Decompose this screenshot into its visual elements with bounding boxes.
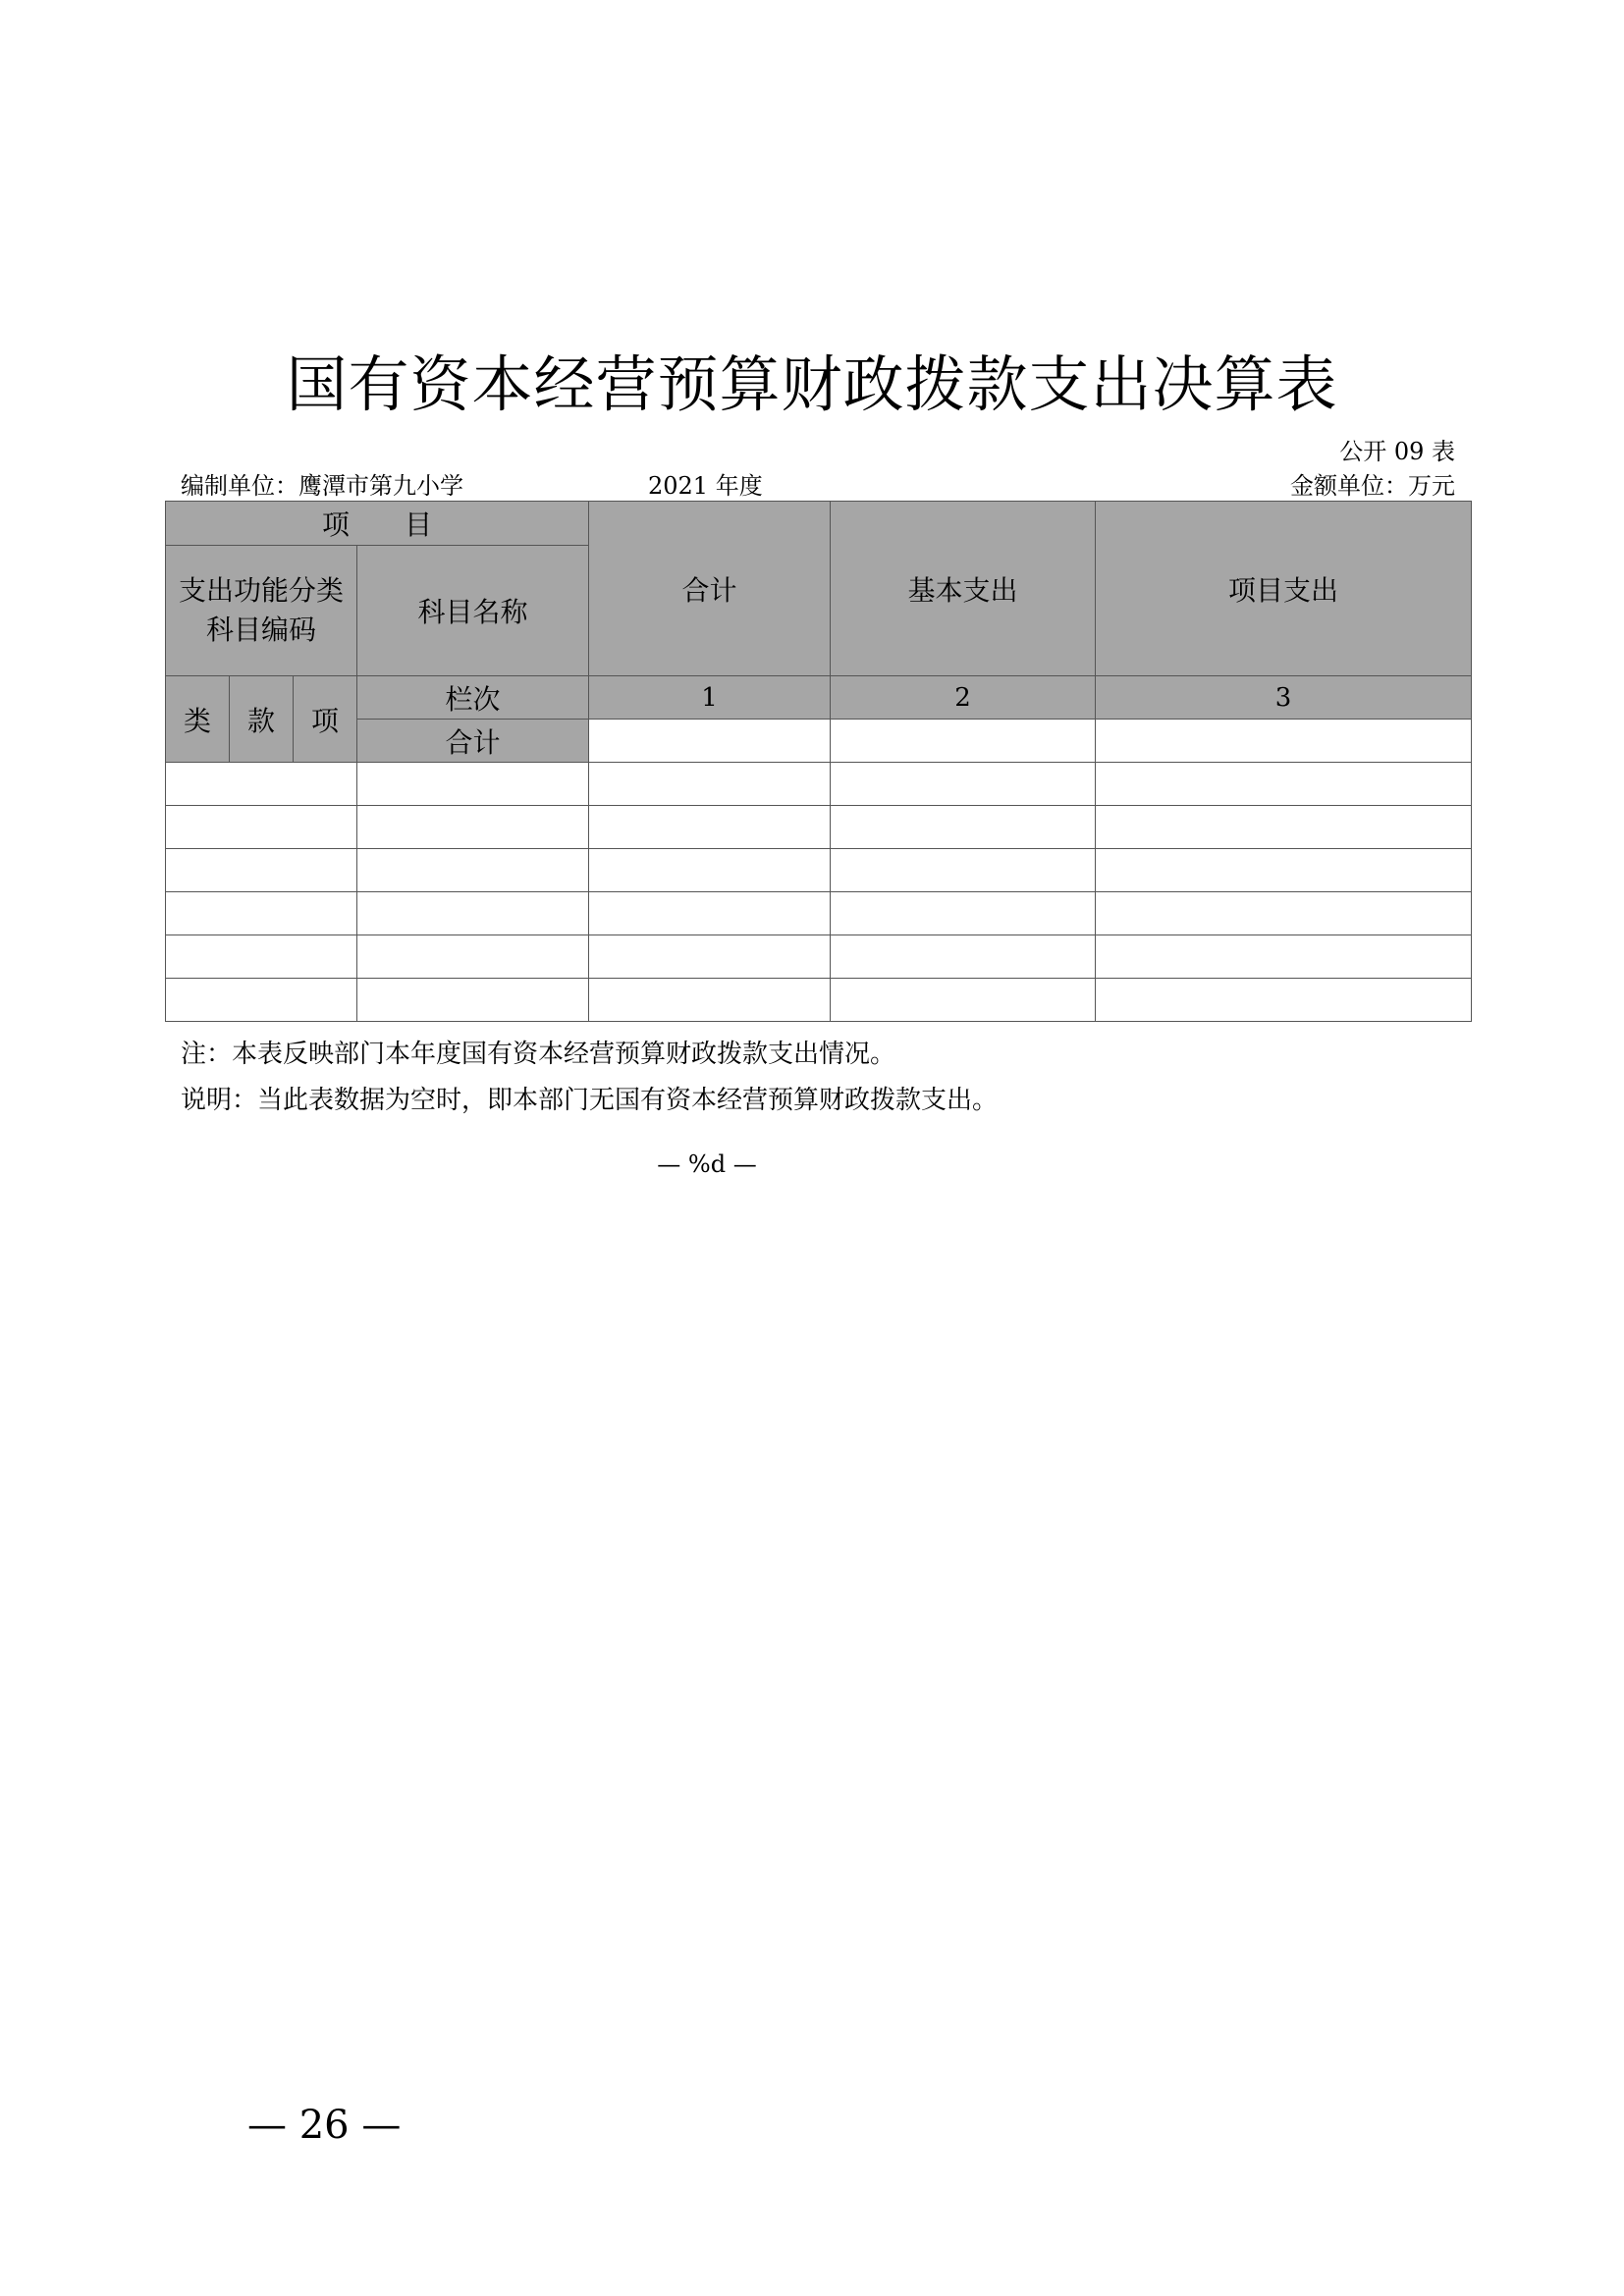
table-cell xyxy=(831,935,1096,979)
table-cell xyxy=(166,763,357,806)
column-order-label: 栏次 xyxy=(357,676,589,720)
table-cell xyxy=(831,979,1096,1022)
project-expense-header: 项目支出 xyxy=(1096,502,1472,676)
table-cell xyxy=(589,849,831,892)
table-cell xyxy=(1096,935,1472,979)
table-cell xyxy=(166,979,357,1022)
table-row xyxy=(166,979,1472,1022)
table-cell xyxy=(1096,849,1472,892)
category-header: 类 xyxy=(166,676,230,763)
table-cell xyxy=(357,849,589,892)
basic-expense-header: 基本支出 xyxy=(831,502,1096,676)
table-cell xyxy=(831,806,1096,849)
table-cell xyxy=(831,849,1096,892)
budget-table xyxy=(165,501,1472,1022)
section-header: 款 xyxy=(230,676,294,763)
table-cell xyxy=(357,892,589,935)
table-cell xyxy=(357,763,589,806)
total-basic-cell xyxy=(831,720,1096,763)
form-number: 公开 09 表 xyxy=(1339,438,1455,465)
table-cell xyxy=(1096,806,1472,849)
table-cell xyxy=(166,935,357,979)
table-cell xyxy=(166,892,357,935)
table-cell xyxy=(1096,892,1472,935)
total-value-cell xyxy=(589,720,831,763)
footer-placeholder: — %d — xyxy=(657,1150,757,1178)
compiling-unit: 编制单位：鹰潭市第九小学 xyxy=(181,472,463,500)
column-number-3: 3 xyxy=(1096,676,1472,720)
table-cell xyxy=(589,763,831,806)
function-code-header: 支出功能分类科目编码 xyxy=(166,546,357,676)
page-number: — 26 — xyxy=(247,2103,402,2148)
table-cell xyxy=(589,979,831,1022)
table-cell xyxy=(166,806,357,849)
amount-unit: 金额单位：万元 xyxy=(1290,472,1455,500)
table-note: 注：本表反映部门本年度国有资本经营预算财政拨款支出情况。 xyxy=(181,1040,896,1069)
table-row xyxy=(166,892,1472,935)
table-cell xyxy=(1096,979,1472,1022)
table-row xyxy=(166,763,1472,806)
total-header: 合计 xyxy=(589,502,831,676)
table-cell xyxy=(589,806,831,849)
table-cell xyxy=(831,763,1096,806)
column-number-2: 2 xyxy=(831,676,1096,720)
table-cell xyxy=(357,935,589,979)
page-title: 国有资本经营预算财政拨款支出决算表 xyxy=(286,348,1338,420)
fiscal-year: 2021 年度 xyxy=(648,472,763,500)
item-header: 项 目 xyxy=(166,502,589,546)
table-cell xyxy=(357,806,589,849)
total-project-cell xyxy=(1096,720,1472,763)
table-row xyxy=(166,935,1472,979)
column-number-1: 1 xyxy=(589,676,831,720)
table-cell xyxy=(166,849,357,892)
table-cell xyxy=(831,892,1096,935)
table-explanation: 说明：当此表数据为空时，即本部门无国有资本经营预算财政拨款支出。 xyxy=(181,1086,999,1115)
total-row-label: 合计 xyxy=(357,720,589,763)
table-cell xyxy=(357,979,589,1022)
item-column-header: 项 xyxy=(294,676,357,763)
table-cell xyxy=(1096,763,1472,806)
subject-name-header: 科目名称 xyxy=(357,546,589,676)
table-row xyxy=(166,806,1472,849)
table-row xyxy=(166,849,1472,892)
table-cell xyxy=(589,892,831,935)
table-cell xyxy=(589,935,831,979)
